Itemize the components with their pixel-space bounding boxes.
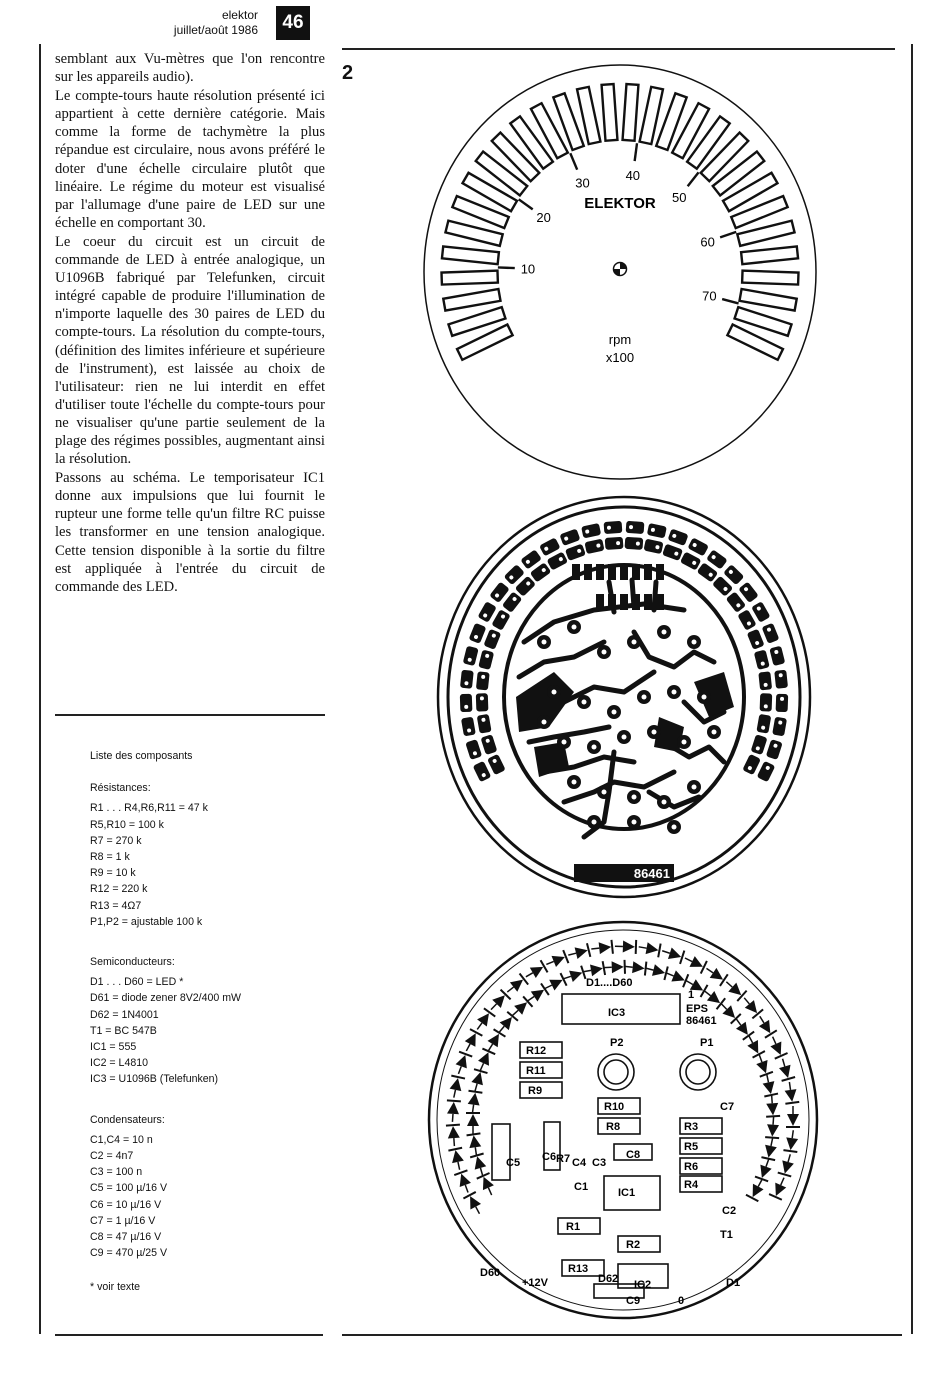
component-label: C7 bbox=[720, 1101, 735, 1113]
eps-number: 86461 bbox=[686, 1015, 717, 1027]
left-column-rule bbox=[39, 44, 41, 1334]
component-label: R1 bbox=[566, 1221, 581, 1233]
dial-tick bbox=[722, 299, 738, 303]
parts-item: C5 = 100 µ/16 V bbox=[90, 1182, 168, 1195]
component-label: C3 bbox=[592, 1157, 607, 1169]
dial-tick bbox=[635, 143, 637, 161]
bottom-rule-left bbox=[55, 1334, 323, 1336]
component-label: C6 bbox=[542, 1151, 557, 1163]
parts-item: D1 . . . D60 = LED * bbox=[90, 976, 184, 989]
dial-scale-label: 40 bbox=[625, 167, 641, 183]
parts-item: D62 = 1N4001 bbox=[90, 1008, 159, 1021]
component-label: C4 bbox=[572, 1157, 587, 1169]
dial-segment bbox=[742, 271, 798, 285]
dial-unit: rpm bbox=[608, 332, 632, 347]
dial-segment bbox=[602, 84, 618, 141]
right-column-rule bbox=[911, 44, 913, 1334]
dial-scale-label: 50 bbox=[671, 189, 687, 205]
led-range-label: D1....D60 bbox=[586, 977, 633, 989]
dial-tick bbox=[688, 172, 699, 186]
parts-item: R1 . . . R4,R6,R11 = 47 k bbox=[90, 802, 208, 815]
paragraph: Le compte-tours haute résolution présenté ici appartient à cette dernière catégorie. Mais comme la forme de tachymètre la plus répandue est circulaire, nous avons préféré le doter d'une échelle circulaire plutôt que linéaire. Le régime du moteur est visualisé par l'allumage d'une paire de LED sur une échelle en comportant 30. bbox=[55, 88, 325, 231]
parts-footnote: * voir texte bbox=[90, 1281, 141, 1294]
parts-item: C8 = 47 µ/16 V bbox=[90, 1231, 162, 1244]
component-label: R7 bbox=[556, 1153, 571, 1165]
parts-item: C1,C4 = 10 n bbox=[90, 1133, 153, 1146]
parts-list bbox=[90, 748, 330, 1296]
component-label: R3 bbox=[684, 1121, 699, 1133]
paragraph: Passons au schéma. Le temporisateur IC1 donne aux impulsions que lui fournit le rupteur une forme telle qu'un filtre RC puisse les transformer en une tension analogique. Cette tension disponible à la sortie du filtre est appliquée à l'entrée du circuit de commande des LED. bbox=[55, 470, 325, 595]
component-label: C2 bbox=[722, 1205, 737, 1217]
parts-section-title: Condensateurs: bbox=[90, 1113, 165, 1126]
paragraph: Le coeur du circuit est un circuit de commande de LED à entrée analogique, un U1096B fabriqué par Telefunken, circuit intégré capable de produire l'illumination de n'importe laquelle des 30 paires de LED du compte-tours. La résolution du compte-tours, (définition des limites inférieure et supérieure de l'instrument), est laissée au choix de l'utilisateur: rien ne lui interdit en effet d'utiliser toute l'échelle du compte-tours pour ne visualiser qu'une partie seulement de la plage des régimes possibles, augmentant ainsi la résolution. bbox=[55, 233, 325, 468]
page-number: 46 bbox=[276, 6, 310, 40]
parts-section-title: Résistances: bbox=[90, 782, 151, 795]
parts-item: C3 = 100 n bbox=[90, 1166, 143, 1179]
component-label: R5 bbox=[684, 1141, 699, 1153]
tachometer-dial bbox=[420, 62, 820, 482]
eps-label: EPS bbox=[686, 1003, 709, 1015]
dial-segment bbox=[741, 246, 798, 264]
parts-item: R9 = 10 k bbox=[90, 867, 136, 880]
header-text bbox=[174, 8, 258, 38]
parts-item: IC2 = L4810 bbox=[90, 1057, 149, 1070]
dial-segment bbox=[442, 246, 499, 264]
dial-labels bbox=[521, 168, 717, 304]
page-header bbox=[60, 6, 310, 40]
dial-scale-label: 30 bbox=[575, 175, 590, 191]
dial-segment bbox=[623, 84, 639, 141]
parts-item: IC1 = 555 bbox=[90, 1041, 137, 1054]
dial-scale-label: 70 bbox=[702, 288, 717, 304]
pcb-copper-view bbox=[434, 492, 814, 902]
component-label: IC1 bbox=[618, 1187, 636, 1199]
component-label: R11 bbox=[526, 1065, 546, 1077]
parts-item: C9 = 470 µ/25 V bbox=[90, 1247, 168, 1260]
component-label: R8 bbox=[606, 1121, 621, 1133]
component-label: D1 bbox=[726, 1277, 741, 1289]
parts-item: R5,R10 = 100 k bbox=[90, 818, 164, 831]
text-divider bbox=[55, 714, 325, 716]
dial-tick bbox=[570, 153, 577, 169]
figure-top-rule bbox=[342, 48, 895, 50]
component-label: R9 bbox=[528, 1085, 543, 1097]
magazine-name: elektor bbox=[221, 8, 258, 22]
component-label: T1 bbox=[720, 1229, 733, 1241]
parts-item: R13 = 4Ω7 bbox=[90, 899, 142, 912]
parts-item: R12 = 220 k bbox=[90, 883, 148, 896]
dial-multiplier: x100 bbox=[605, 350, 635, 365]
parts-list-title: Liste des composants bbox=[90, 750, 193, 762]
component-label: C8 bbox=[626, 1149, 641, 1161]
parts-section bbox=[90, 954, 330, 1088]
component-label: R4 bbox=[684, 1179, 699, 1191]
parts-section bbox=[90, 1112, 330, 1262]
component-label: 1 bbox=[688, 989, 695, 1001]
pcb-board-number: 86461 bbox=[633, 866, 670, 881]
component-label: P2 bbox=[610, 1037, 624, 1049]
dial-segment bbox=[739, 289, 796, 311]
parts-item: T1 = BC 547B bbox=[90, 1024, 157, 1037]
dial-segment bbox=[443, 289, 500, 311]
article-text bbox=[55, 50, 325, 596]
pcb-component-view bbox=[422, 914, 824, 1324]
component-label: C1 bbox=[574, 1181, 589, 1193]
parts-item: C2 = 4n7 bbox=[90, 1150, 134, 1163]
component-label: R2 bbox=[626, 1239, 641, 1251]
parts-item: R7 = 270 k bbox=[90, 834, 142, 847]
parts-item: P1,P2 = ajustable 100 k bbox=[90, 915, 203, 928]
dial-segments bbox=[441, 84, 798, 360]
component-label: D62 bbox=[598, 1273, 619, 1285]
parts-item: C6 = 10 µ/16 V bbox=[90, 1198, 162, 1211]
parts-item: R8 = 1 k bbox=[90, 851, 130, 864]
center-mark-icon bbox=[614, 263, 627, 276]
dial-tick bbox=[519, 199, 533, 209]
bottom-rule-right bbox=[342, 1334, 902, 1336]
dial-scale-label: 10 bbox=[520, 261, 536, 277]
parts-section-title: Semiconducteurs: bbox=[90, 956, 175, 969]
component-label: R13 bbox=[568, 1263, 589, 1275]
component-label: R12 bbox=[526, 1045, 547, 1057]
parts-item: IC3 = U1096B (Telefunken) bbox=[90, 1073, 219, 1086]
component-label: 0 bbox=[678, 1295, 685, 1307]
component-label: IC2 bbox=[634, 1279, 652, 1291]
component-label: C9 bbox=[626, 1295, 641, 1307]
dial-scale-label: 60 bbox=[700, 234, 715, 250]
component-label: R10 bbox=[604, 1101, 625, 1113]
dial-tick bbox=[498, 267, 515, 268]
parts-sections bbox=[90, 780, 330, 1261]
dial-scale-label: 20 bbox=[536, 210, 551, 226]
component-label: R6 bbox=[684, 1161, 699, 1173]
dial-brand: ELEKTOR bbox=[584, 195, 656, 212]
component-label: +12V bbox=[522, 1277, 548, 1289]
dial-tick bbox=[720, 232, 736, 238]
paragraph: semblant aux Vu-mètres que l'on rencontre sur les appareils audio). bbox=[55, 51, 325, 86]
parts-item: C7 = 1 µ/16 V bbox=[90, 1214, 156, 1227]
parts-item: D61 = diode zener 8V2/400 mW bbox=[90, 992, 242, 1005]
parts-section bbox=[90, 780, 330, 930]
component-label: IC3 bbox=[608, 1007, 626, 1019]
figure-number: 2 bbox=[342, 62, 354, 84]
dial-segment bbox=[441, 271, 497, 285]
component-label: D60 bbox=[480, 1267, 501, 1279]
component-label: P1 bbox=[700, 1037, 714, 1049]
issue-date: juillet/août 1986 bbox=[173, 23, 258, 37]
component-label: C5 bbox=[506, 1157, 521, 1169]
